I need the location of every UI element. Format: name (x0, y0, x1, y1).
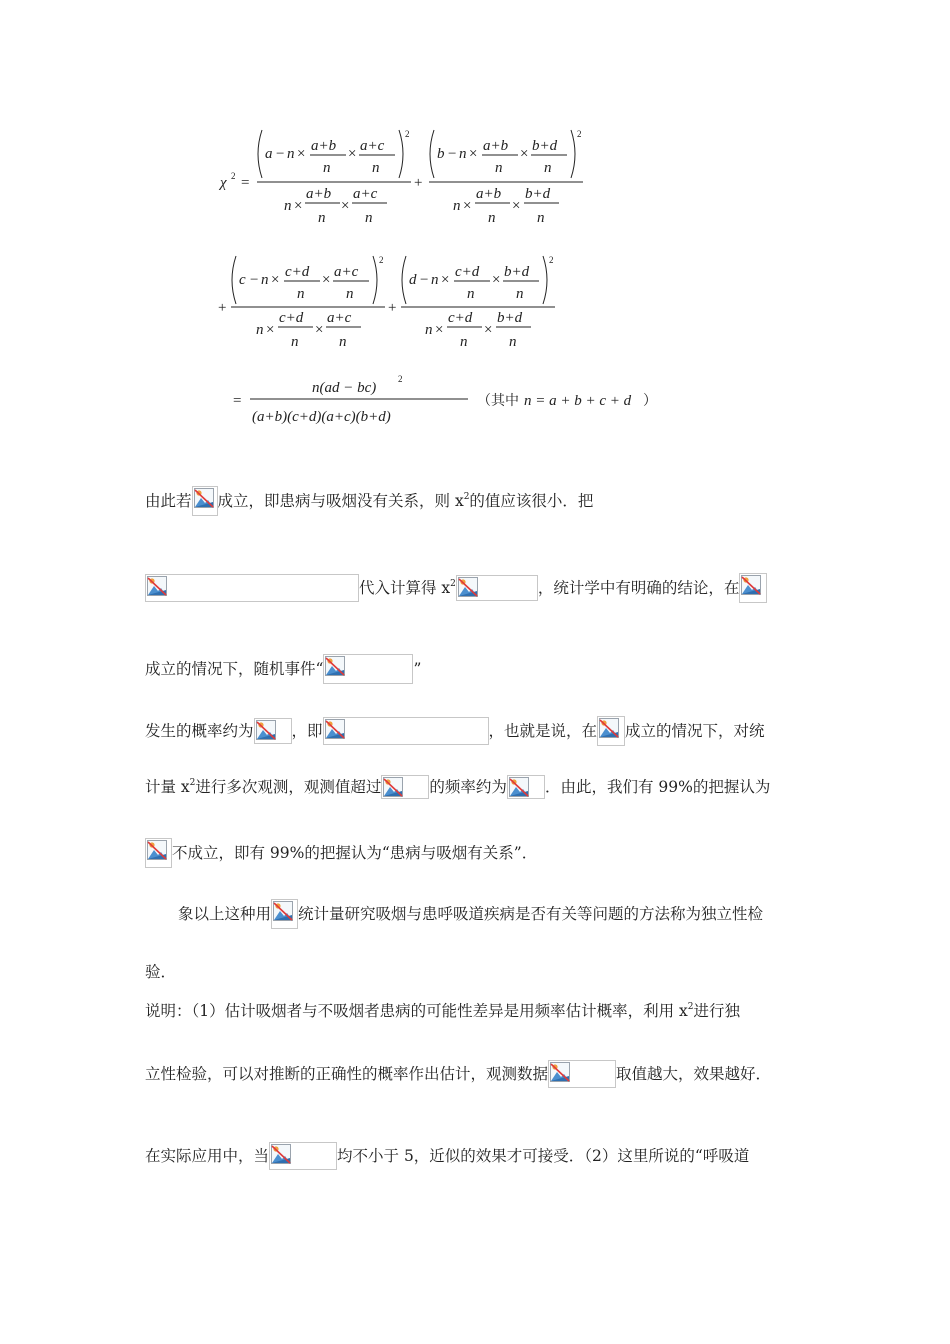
broken-image-icon (145, 574, 359, 602)
formula-note (477, 392, 657, 409)
formula-term-3 (231, 255, 385, 350)
broken-image-icon (507, 775, 545, 799)
text-line-7 (178, 899, 763, 929)
svg-text:a+b: a+b (483, 138, 509, 154)
text-segment: 均不小于 5，近似的效果才可接受．（2）这里所说的“呼吸道 (337, 1147, 750, 1165)
text-segment: 进行独 (693, 1002, 741, 1020)
svg-text:2: 2 (398, 374, 403, 384)
svg-text:×: × (520, 146, 529, 162)
text-segment: 象以上这种用 (178, 905, 272, 923)
svg-text:n: n (537, 210, 545, 226)
svg-text:n: n (339, 334, 347, 350)
text-line-1 (145, 486, 593, 516)
svg-text:+: + (414, 175, 423, 191)
svg-text:n: n (287, 146, 295, 162)
svg-text:n: n (459, 146, 467, 162)
text-segment: 在实际应用中，当 (145, 1147, 270, 1165)
broken-image-icon (269, 1142, 337, 1170)
svg-text:n = a + b + c + d: n = a + b + c + d (524, 393, 632, 409)
svg-text:×: × (297, 146, 306, 162)
svg-text:a+c: a+c (327, 310, 352, 326)
svg-text:b+d: b+d (525, 186, 551, 202)
text-line-8 (145, 961, 176, 982)
text-segment: ，统计学中有明确的结论，在 (537, 579, 740, 597)
svg-text:n: n (346, 286, 354, 302)
broken-image-icon (548, 1060, 616, 1088)
svg-text:d: d (409, 272, 417, 288)
svg-text:n: n (509, 334, 517, 350)
text-segment: 的值应该很小．把 (469, 492, 594, 510)
broken-image-icon (271, 899, 298, 929)
svg-text:（其中: （其中 (477, 394, 519, 409)
svg-text:a+c: a+c (360, 138, 385, 154)
svg-text:(a+b)(c+d)(a+c)(b+d): (a+b)(c+d)(a+c)(b+d) (252, 409, 391, 425)
superscript: 2 (463, 492, 470, 502)
svg-text:a+c: a+c (353, 186, 378, 202)
svg-text:−: − (420, 272, 429, 288)
text-segment: ．由此，我们有 99%的把握认为 (544, 778, 771, 796)
svg-text:n: n (431, 272, 439, 288)
svg-text:n: n (365, 210, 373, 226)
text-segment: ，即 (291, 722, 323, 740)
broken-image-icon (456, 575, 538, 601)
svg-text:2: 2 (549, 255, 554, 265)
svg-text:c: c (239, 272, 246, 288)
svg-text:2: 2 (405, 129, 410, 139)
svg-text:n: n (372, 160, 380, 176)
svg-text:c+d: c+d (285, 264, 310, 280)
svg-text:c+d: c+d (279, 310, 304, 326)
broken-image-icon (254, 718, 292, 744)
svg-text:×: × (441, 272, 450, 288)
svg-text:=: = (233, 393, 242, 409)
text-line-9 (145, 997, 740, 1021)
svg-text:b+d: b+d (532, 138, 558, 154)
formula-term-1 (257, 129, 411, 226)
svg-text:n: n (488, 210, 496, 226)
svg-text:b: b (437, 146, 445, 162)
text-line-10 (145, 1060, 771, 1088)
text-segment: 成立的情况下，对统 (625, 722, 765, 740)
svg-text:−: − (250, 272, 259, 288)
svg-text:−: − (448, 146, 457, 162)
text-line-4 (145, 716, 765, 746)
broken-image-icon (145, 838, 172, 868)
svg-text:2: 2 (577, 129, 582, 139)
text-segment: 的频率约为 (429, 778, 507, 796)
text-line-11 (145, 1142, 749, 1170)
svg-text:a+b: a+b (476, 186, 502, 202)
svg-text:n: n (261, 272, 269, 288)
svg-text:×: × (512, 198, 521, 214)
svg-text:a: a (265, 146, 273, 162)
svg-text:×: × (469, 146, 478, 162)
text-segment: 成立，即患病与吸烟没有关系，则 x (217, 492, 464, 510)
text-segment: 取值越大，效果越好． (616, 1065, 772, 1083)
svg-text:c+d: c+d (455, 264, 480, 280)
svg-text:b+d: b+d (497, 310, 523, 326)
text-segment: 计量 x (145, 778, 190, 796)
text-segment: 统计量研究吸烟与患呼吸道疾病是否有关等问题的方法称为独立性检 (298, 905, 764, 923)
svg-text:2: 2 (379, 255, 384, 265)
svg-text:+: + (388, 300, 397, 316)
text-segment: 立性检验，可以对推断的正确性的概率作出估计，观测数据 (145, 1065, 549, 1083)
superscript: 2 (189, 778, 196, 788)
svg-text:b+d: b+d (504, 264, 530, 280)
broken-image-icon (192, 486, 218, 516)
svg-text:a+b: a+b (311, 138, 337, 154)
svg-text:n: n (460, 334, 468, 350)
svg-text:c+d: c+d (448, 310, 473, 326)
svg-text:）: ） (643, 394, 657, 409)
svg-text:n: n (323, 160, 331, 176)
broken-image-icon (381, 775, 429, 799)
chi-symbol: χ (220, 175, 227, 191)
chi-square-formula (0, 0, 950, 450)
formula-term-4 (401, 255, 555, 350)
svg-text:×: × (492, 272, 501, 288)
svg-text:n: n (425, 322, 433, 338)
svg-text:n: n (256, 322, 264, 338)
text-line-3 (145, 654, 421, 684)
svg-text:×: × (435, 322, 444, 338)
svg-text:n: n (544, 160, 552, 176)
svg-text:×: × (266, 322, 275, 338)
formula-term-2 (429, 129, 583, 226)
svg-text:n: n (467, 286, 475, 302)
svg-text:n: n (297, 286, 305, 302)
broken-image-icon (739, 573, 767, 603)
superscript: 2 (687, 1002, 694, 1012)
formula-result (233, 374, 468, 425)
svg-text:×: × (348, 146, 357, 162)
svg-text:+: + (218, 300, 227, 316)
text-segment: 说明：（1）估计吸烟者与不吸烟者患病的可能性差异是用频率估计概率，利用 x (145, 1002, 688, 1020)
text-segment: 不成立，即有 99%的把握认为“患病与吸烟有关系”． (172, 844, 538, 862)
svg-text:n(ad − bc): n(ad − bc) (312, 380, 377, 396)
svg-text:a+c: a+c (334, 264, 359, 280)
svg-text:×: × (271, 272, 280, 288)
broken-image-icon (323, 717, 489, 745)
text-segment: 进行多次观测，观测值超过 (195, 778, 382, 796)
svg-text:×: × (341, 198, 350, 214)
svg-text:n: n (516, 286, 524, 302)
svg-text:n: n (318, 210, 326, 226)
text-line-2 (145, 573, 767, 603)
chi-exponent: 2 (231, 171, 236, 181)
text-segment: 成立的情况下，随机事件“ (145, 660, 324, 678)
text-segment: ，也就是说，在 (488, 722, 598, 740)
text-line-5 (145, 773, 770, 799)
text-segment: ” (413, 660, 422, 678)
svg-text:n: n (291, 334, 299, 350)
svg-text:n: n (453, 198, 461, 214)
superscript: 2 (450, 579, 456, 589)
text-segment: 由此若 (145, 492, 192, 510)
svg-text:n: n (495, 160, 503, 176)
broken-image-icon (323, 654, 413, 684)
svg-text:−: − (276, 146, 285, 162)
svg-text:a+b: a+b (306, 186, 332, 202)
svg-text:×: × (294, 198, 303, 214)
svg-text:×: × (484, 322, 493, 338)
svg-text:n: n (284, 198, 292, 214)
text-segment: 发生的概率约为 (145, 722, 254, 740)
broken-image-icon (597, 716, 625, 746)
text-line-6 (145, 838, 537, 868)
equals-sign: = (241, 175, 250, 191)
svg-text:×: × (463, 198, 472, 214)
svg-text:×: × (322, 272, 331, 288)
svg-text:×: × (315, 322, 324, 338)
text-segment: 验． (145, 963, 177, 981)
text-segment: 代入计算得 x (359, 579, 451, 597)
